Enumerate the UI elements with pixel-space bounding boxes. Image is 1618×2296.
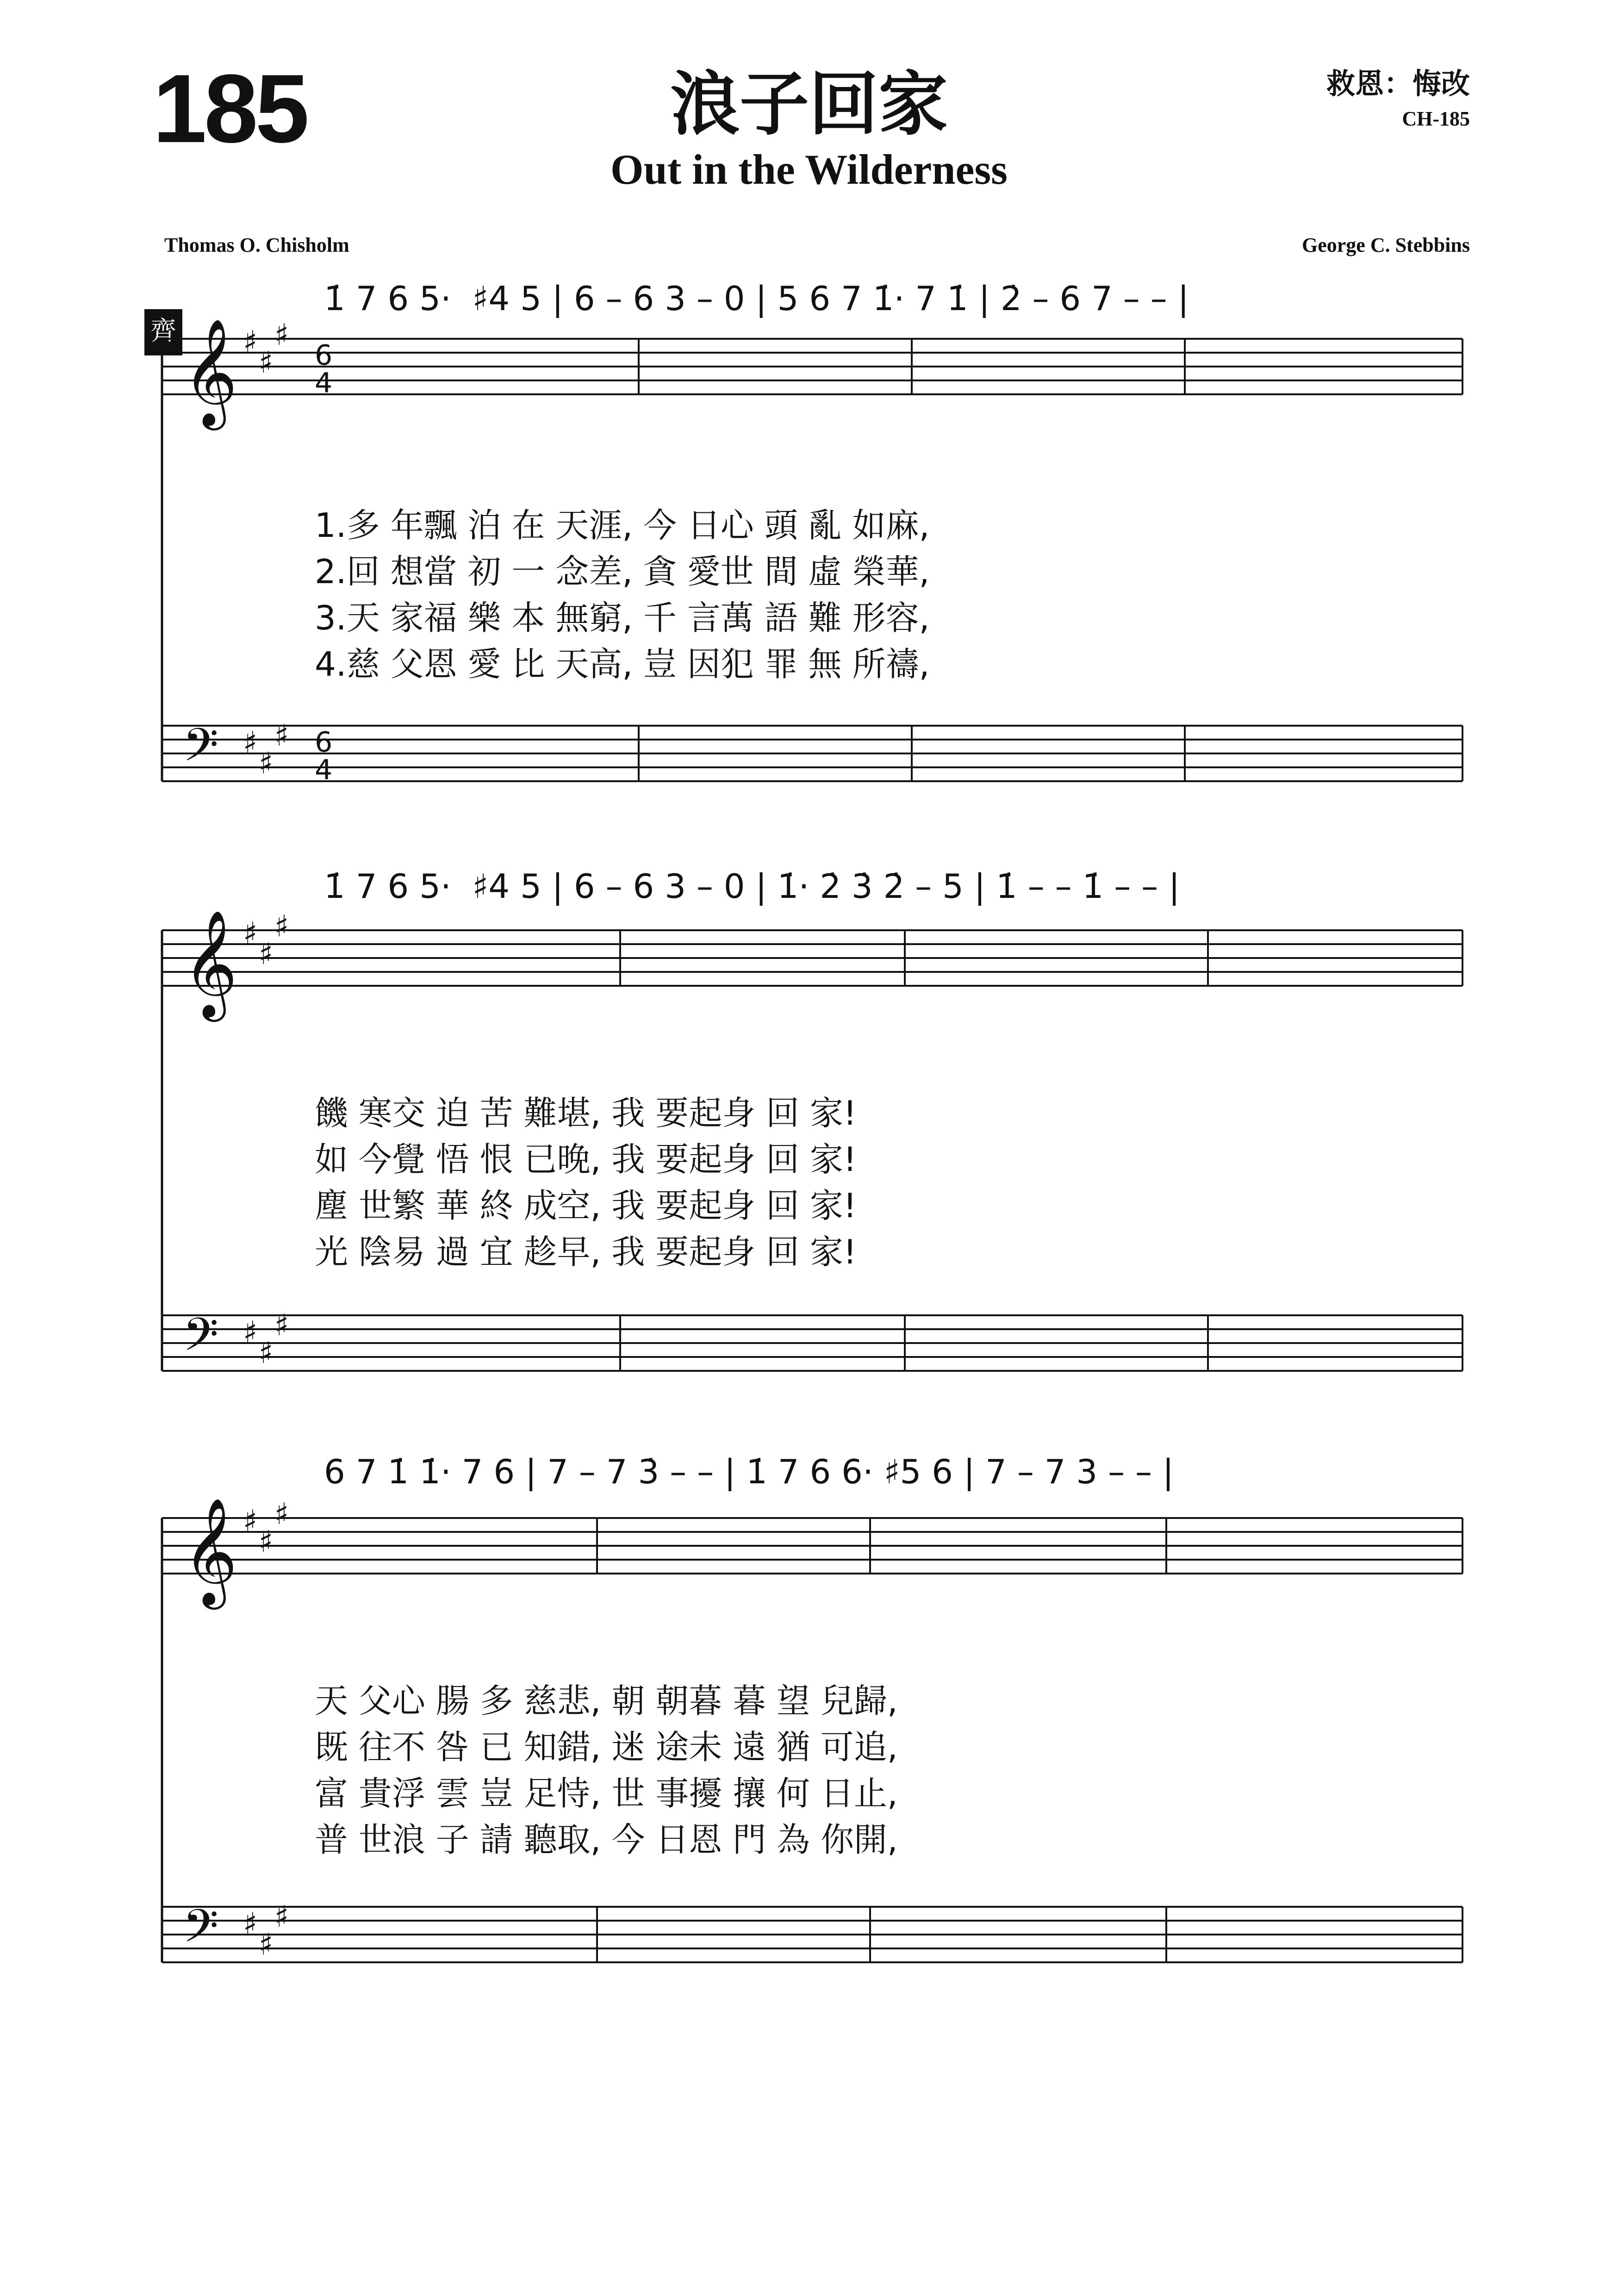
treble-clef-icon: 𝄞 [183,909,238,1017]
time-signature-bottom: 4 [315,754,333,786]
sharp-icon: ♯ [259,346,273,380]
sharp-icon: ♯ [243,1504,257,1538]
lyric-line-1-4: 4.慈 父恩 愛 比 天高, 豈 因犯 罪 無 所禱, [315,645,930,684]
hymn-number: 185 [153,54,307,163]
lyric-line-2-4: 光 陰易 過 宜 趁早, 我 要起身 回 家! [315,1232,857,1271]
lyric-line-3-3: 富 貴浮 雲 豈 足恃, 世 事擾 攘 何 日止, [315,1774,898,1813]
sharp-icon: ♯ [243,726,257,760]
sharp-icon: ♯ [274,1308,289,1343]
lyric-line-1-2: 2.回 想當 初 一 念差, 貪 愛世 間 虛 榮華, [315,552,930,591]
lyric-line-3-4: 普 世浪 子 請 聽取, 今 日恩 門 為 你開, [315,1820,898,1859]
sharp-icon: ♯ [243,916,257,951]
sharp-icon: ♯ [243,1907,257,1941]
sharp-icon: ♯ [259,747,273,781]
composer-credit: George C. Stebbins [1302,234,1470,256]
sharp-icon: ♯ [259,1928,273,1962]
unison-mark: 齊 [144,309,182,355]
time-signature-bottom: 4 [315,367,333,399]
title-english: Out in the Wilderness [610,146,1008,193]
sharp-icon: ♯ [259,1525,273,1559]
treble-clef-icon: 𝄞 [183,318,238,426]
lyric-line-2-1: 饑 寒交 迫 苦 難堪, 我 要起身 回 家! [315,1094,857,1132]
lyric-line-2-2: 如 今覺 悟 恨 已晚, 我 要起身 回 家! [315,1140,857,1179]
bass-clef-icon: 𝄢 [183,1900,219,1964]
lyric-line-3-2: 既 往不 咎 已 知錯, 迷 途未 遠 猶 可追, [315,1728,898,1767]
jianpu-line-1: 1̇ 7 6 5· ♯4 5 | 6 – 6 3 – 0 | 5 6 7 1̇· 7 1̇ | 2̇ – 6 7 – – | [324,279,1189,318]
lyric-line-1-1: 1.多 年飄 泊 在 天涯, 今 日心 頭 亂 如麻, [315,506,930,545]
treble-clef-icon: 𝄞 [183,1497,238,1605]
sharp-icon: ♯ [274,719,289,753]
time-signature-top: 6 [315,726,333,759]
sharp-icon: ♯ [243,1315,257,1350]
sharp-icon: ♯ [274,318,289,352]
title-chinese: 浪子回家 [670,63,948,145]
lyric-line-1-3: 3.天 家福 樂 本 無窮, 千 言萬 語 難 形容, [315,598,930,637]
bass-clef-icon: 𝄢 [183,1308,219,1373]
bass-clef-icon: 𝄢 [183,719,219,783]
sharp-icon: ♯ [274,1900,289,1934]
category-label: 救恩：悔改 [1326,67,1470,100]
jianpu-line-3: 6 7 1̇ 1̇· 7 6 | 7 – 7 3̇ – – | 1̇ 7 6 6· ♯5 6 | 7 – 7 3 – – | [324,1452,1174,1491]
hymn-code: CH-185 [1402,107,1470,130]
lyric-line-2-3: 塵 世繁 華 終 成空, 我 要起身 回 家! [315,1186,857,1225]
time-signature-top: 6 [315,339,333,372]
jianpu-line-2: 1̇ 7 6 5· ♯4 5 | 6 – 6 3 – 0 | 1̇· 2̇ 3̇ 2̇ – 5 | 1̇ – – 1̇ – – | [324,867,1180,906]
sharp-icon: ♯ [274,1497,289,1531]
lyric-line-3-1: 天 父心 腸 多 慈悲, 朝 朝暮 暮 望 兒歸, [315,1681,898,1720]
sharp-icon: ♯ [259,1336,273,1370]
sharp-icon: ♯ [274,909,289,944]
sharp-icon: ♯ [243,325,257,359]
sharp-icon: ♯ [259,937,273,971]
lyricist-credit: Thomas O. Chisholm [164,234,349,256]
